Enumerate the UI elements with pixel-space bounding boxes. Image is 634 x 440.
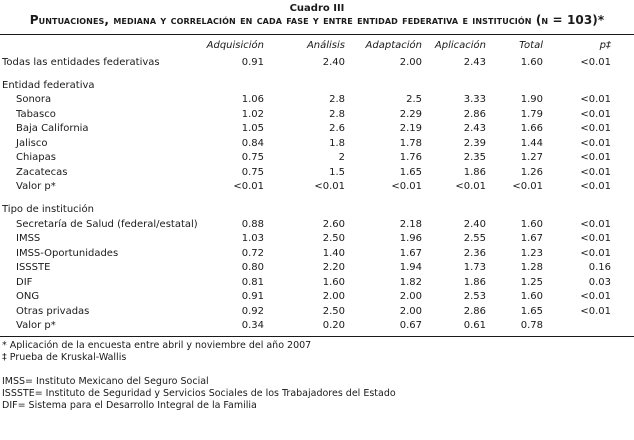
cell: 1.86 — [463, 276, 486, 288]
table-label: Cuadro III — [289, 3, 345, 14]
table-row — [0, 122, 634, 137]
cell: 0.91 — [241, 57, 264, 68]
table-row — [0, 218, 634, 233]
cell: 0.92 — [241, 305, 264, 317]
cell: 2.40 — [322, 57, 345, 68]
cell: 0.67 — [399, 320, 422, 331]
row-label: Todas las entidades federativas — [2, 57, 160, 68]
cell: 0.03 — [588, 276, 611, 288]
cell: 2.00 — [399, 305, 422, 317]
cell: <0.01 — [455, 181, 486, 192]
cell: 2.8 — [329, 108, 345, 120]
cell: 1.76 — [399, 152, 422, 163]
cell: <0.01 — [580, 152, 611, 163]
cell: 2.00 — [399, 291, 422, 302]
table-row — [0, 180, 634, 195]
cell: 0.16 — [588, 262, 611, 273]
cell: 0.20 — [322, 320, 345, 331]
header-empty — [0, 36, 200, 56]
cell: 1.67 — [399, 247, 422, 259]
cell: 0.88 — [241, 218, 264, 230]
cell: 1.03 — [241, 233, 264, 244]
cell: 2.36 — [463, 247, 486, 259]
row-label: Baja California — [16, 123, 89, 134]
abbr-dif: DIF= Sistema para el Desarrollo Integral de la Familia — [2, 400, 257, 411]
cell: 2.20 — [322, 262, 345, 273]
cell: <0.01 — [580, 123, 611, 134]
cell: 0.84 — [241, 137, 264, 149]
cell: <0.01 — [580, 108, 611, 120]
cell: 1.44 — [520, 137, 543, 149]
cell: 2.50 — [322, 233, 345, 244]
row-label: Sonora — [16, 94, 52, 105]
cell: <0.01 — [580, 166, 611, 178]
table-row — [0, 276, 634, 291]
cell: <0.01 — [580, 233, 611, 244]
cell: 1.26 — [520, 166, 543, 178]
cell: <0.01 — [580, 291, 611, 302]
table-row — [0, 93, 634, 108]
table-row — [0, 151, 634, 166]
table-row — [0, 305, 634, 320]
table-row — [0, 232, 634, 247]
cell: 2.50 — [322, 305, 345, 317]
row-label: ONG — [16, 291, 40, 302]
cell: <0.01 — [233, 181, 264, 192]
row-label: DIF — [16, 276, 33, 288]
table-row — [0, 247, 634, 262]
cell: <0.01 — [391, 181, 422, 192]
row-label: Secretaría de Salud (federal/estatal) — [16, 218, 198, 230]
bottom-rule — [0, 336, 634, 337]
cell: 2.00 — [399, 57, 422, 68]
row-label: IMSS-Oportunidades — [16, 247, 119, 259]
table-row-all — [0, 56, 634, 71]
cell: 1.23 — [520, 247, 543, 259]
cell: 0.81 — [241, 276, 264, 288]
header-analisis: Análisis — [306, 40, 345, 51]
cell: 1.94 — [399, 262, 422, 273]
cell: 1.5 — [329, 166, 345, 178]
row-label: Tabasco — [16, 108, 56, 120]
cell: 3.33 — [463, 94, 486, 105]
cell: <0.01 — [580, 218, 611, 230]
cell — [543, 319, 611, 334]
cell: <0.01 — [580, 305, 611, 317]
cell: 1.25 — [520, 276, 543, 288]
cell: 1.90 — [520, 94, 543, 105]
table-row — [0, 290, 634, 305]
cell: 1.27 — [520, 152, 543, 163]
cell: 1.82 — [399, 276, 422, 288]
header-row — [0, 36, 634, 56]
cell: 1.78 — [399, 137, 422, 149]
cell: 1.8 — [329, 137, 345, 149]
cell: 1.67 — [520, 233, 543, 244]
cell: <0.01 — [580, 57, 611, 68]
cell: 2.40 — [463, 218, 486, 230]
header-adquisicion: Adquisición — [206, 40, 264, 51]
row-label: IMSS — [16, 233, 41, 244]
cell: 2.55 — [463, 233, 486, 244]
cell: 1.28 — [520, 262, 543, 273]
top-rule — [0, 34, 634, 35]
abbr-imss: IMSS= Instituto Mexicano del Seguro Social — [2, 376, 209, 387]
cell: 1.73 — [463, 262, 486, 273]
table-title: Puntuaciones, mediana y correlación en cada fase y entre entidad federativa e institución (n = 103)* — [29, 13, 605, 27]
cell: 1.65 — [399, 166, 422, 178]
cell: 2.18 — [399, 218, 422, 230]
cell: 2.86 — [463, 305, 486, 317]
table-row — [0, 319, 634, 334]
cell: 0.72 — [241, 247, 264, 259]
header-total: Total — [519, 40, 543, 51]
row-label: Valor p* — [16, 320, 56, 331]
cell: 1.66 — [520, 123, 543, 134]
cell: 2.53 — [463, 291, 486, 302]
table-row — [0, 137, 634, 152]
cell: <0.01 — [580, 181, 611, 192]
cell: 0.61 — [463, 320, 486, 331]
cell: 2.6 — [329, 123, 345, 134]
cell: 2.8 — [329, 94, 345, 105]
cell: 2.29 — [399, 108, 422, 120]
cell: 1.40 — [322, 247, 345, 259]
cell: 2 — [338, 152, 345, 163]
header-adaptacion: Adaptación — [365, 40, 422, 51]
header-p: p‡ — [599, 40, 611, 51]
data-table-institucion — [0, 203, 634, 334]
cell: 0.75 — [241, 152, 264, 163]
cell: <0.01 — [512, 181, 543, 192]
footnote-kruskal: ‡ Prueba de Kruskal-Wallis — [2, 352, 127, 363]
section-heading-entidad — [0, 79, 634, 94]
header-aplicacion: Aplicación — [434, 40, 486, 51]
row-label: Otras privadas — [16, 305, 90, 317]
cell: 1.60 — [322, 276, 345, 288]
cell: 2.43 — [463, 123, 486, 134]
row-label: Valor p* — [16, 181, 56, 192]
table-row — [0, 261, 634, 276]
cell: 0.78 — [520, 320, 543, 331]
cell: 2.43 — [463, 57, 486, 68]
cell: 1.05 — [241, 123, 264, 134]
cell: 0.80 — [241, 262, 264, 273]
section-heading: Tipo de institución — [2, 204, 94, 215]
row-label: Jalisco — [16, 137, 48, 149]
cell: 1.60 — [520, 218, 543, 230]
cell: <0.01 — [580, 247, 611, 259]
cell: 2.5 — [406, 94, 422, 105]
footnotes — [2, 340, 311, 364]
cell: 1.79 — [520, 108, 543, 120]
row-label: Zacatecas — [16, 166, 68, 178]
table-row — [0, 108, 634, 123]
cell: <0.01 — [580, 137, 611, 149]
section-heading: Entidad federativa — [2, 79, 95, 91]
cell: 2.19 — [399, 123, 422, 134]
cell: 1.02 — [241, 108, 264, 120]
cell: 2.86 — [463, 108, 486, 120]
header-pad — [611, 36, 634, 56]
cell: <0.01 — [314, 181, 345, 192]
cell: 2.39 — [463, 137, 486, 149]
table-row — [0, 166, 634, 181]
cell: 0.75 — [241, 166, 264, 178]
cell: 2.60 — [322, 218, 345, 230]
cell: 2.00 — [322, 291, 345, 302]
cell: 1.86 — [463, 166, 486, 178]
cell: 0.34 — [241, 320, 264, 331]
cell: 2.35 — [463, 152, 486, 163]
cell: 1.60 — [520, 57, 543, 68]
row-label: Chiapas — [16, 152, 56, 163]
abbr-issste: ISSSTE= Instituto de Seguridad y Servicios Sociales de los Trabajadores del Estado — [2, 388, 396, 399]
cell: 1.60 — [520, 291, 543, 302]
cell: 1.06 — [241, 94, 264, 105]
cell: 1.65 — [520, 305, 543, 317]
abbreviations — [2, 376, 396, 412]
cell: 0.91 — [241, 291, 264, 302]
footnote-survey: * Aplicación de la encuesta entre abril y noviembre del año 2007 — [2, 340, 312, 351]
cell: 1.96 — [399, 233, 422, 244]
data-table — [0, 36, 634, 195]
row-label: ISSSTE — [16, 262, 51, 273]
cell: <0.01 — [580, 94, 611, 105]
section-heading-institucion — [0, 203, 634, 218]
